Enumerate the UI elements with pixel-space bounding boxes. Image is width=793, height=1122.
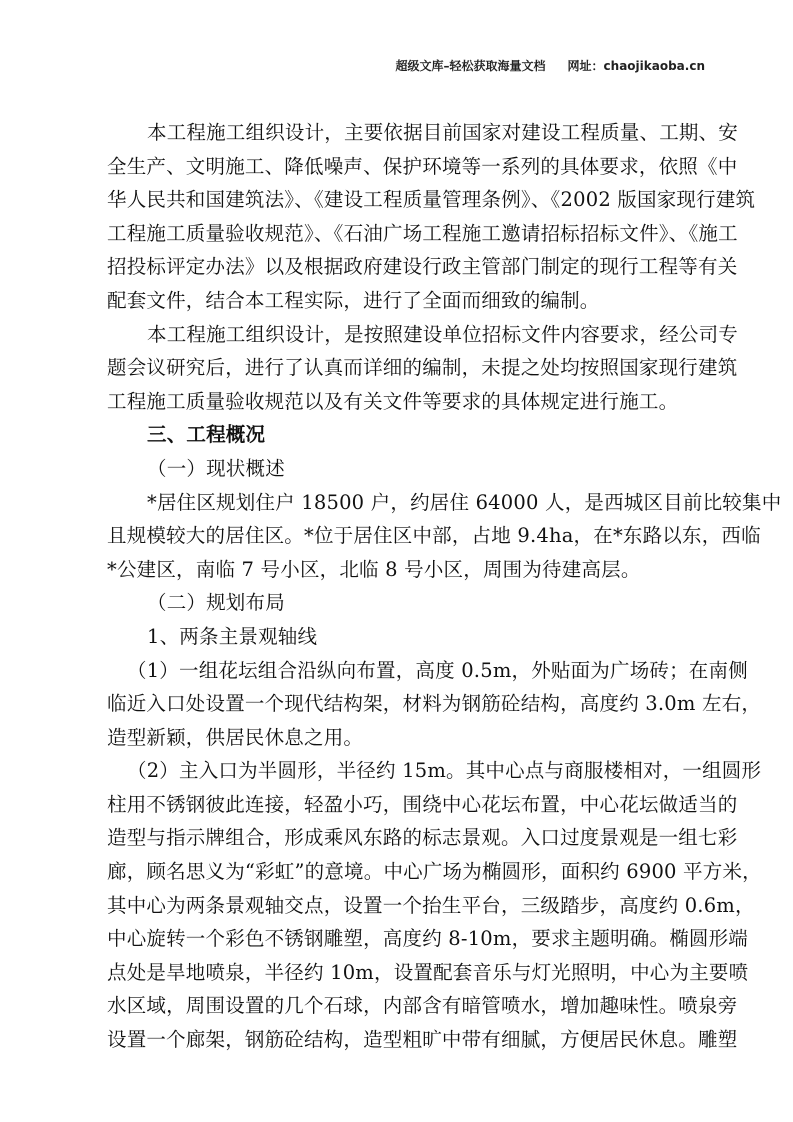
text-line: *公建区，南临 7 号小区，北临 8 号小区，周围为待建高层。: [107, 557, 641, 581]
text-line: 水区域，周围设置的几个石球，内部含有暗管喷水，增加趣味性。喷泉旁: [107, 994, 738, 1018]
item-heading: 1、两条主景观轴线: [147, 624, 318, 648]
section-heading: 三、工程概况: [147, 423, 266, 447]
text-line: 配套文件，结合本工程实际，进行了全面而细致的编制。: [107, 288, 600, 312]
paragraph-2: [107, 318, 739, 419]
text-line: 造型与指示牌组合，形成乘风东路的标志景观。入口过度景观是一组七彩: [107, 826, 738, 850]
text-line: 设置一个廊架，钢筋砼结构，造型粗旷中带有细腻，方便居民休息。雕塑: [107, 1028, 738, 1052]
paragraph-1: [107, 116, 756, 318]
document-body: [107, 116, 782, 1057]
paragraph-3: [107, 486, 782, 587]
text-line: 点处是旱地喷泉，半径约 10m，设置配套音乐与灯光照明，中心为主要喷: [107, 960, 749, 984]
text-line: 工程施工质量验收规范》、《石油广场工程施工邀请招标招标文件》、《施工: [107, 221, 738, 245]
text-line: （1）一组花坛组合沿纵向布置，高度 0.5m，外贴面为广场砖；在南侧: [127, 658, 748, 682]
text-line: 廊，顾名思义为“彩虹”的意境。中心广场为椭圆形，面积约 6900 平方米，: [107, 860, 762, 884]
paragraph-4: [107, 654, 762, 755]
text-line: 柱用不锈钢彼此连接，轻盈小巧，围绕中心花坛布置，中心花坛做适当的: [107, 792, 738, 816]
paragraph-5: [107, 754, 762, 1056]
page-header: [396, 57, 705, 74]
text-line: （2）主入口为半圆形，半径约 15m。其中心点与商服楼相对，一组圆形: [127, 759, 762, 783]
text-line: 题会议研究后，进行了认真而详细的编制，未提之处均按照国家现行建筑: [107, 356, 738, 380]
text-line: 本工程施工组织设计，是按照建设单位招标文件内容要求，经公司专: [147, 322, 739, 346]
text-line: 招投标评定办法》以及根据政府建设行政主管部门制定的现行工程等有关: [107, 255, 738, 279]
text-line: 临近入口处设置一个现代结构架，材料为钢筋砼结构，高度约 3.0m 左右，: [107, 692, 762, 716]
subsection-heading: （二）规划布局: [147, 591, 285, 615]
text-line: *居住区规划住户 18500 户，约居住 64000 人，是西城区目前比较集中: [147, 490, 782, 514]
text-line: 本工程施工组织设计，主要依据目前国家对建设工程质量、工期、安: [147, 121, 739, 144]
subsection-heading: （一）现状概述: [147, 456, 285, 480]
text-line: 且规模较大的居住区。*位于居住区中部，占地 9.4ha，在*东路以东，西临: [107, 524, 761, 548]
text-line: 中心旋转一个彩色不锈钢雕塑，高度约 8-10m，要求主题明确。椭圆形端: [107, 927, 748, 951]
text-line: 造型新颖，供居民休息之用。: [107, 725, 364, 749]
text-line: 工程施工质量验收规范以及有关文件等要求的具体规定进行施工。: [107, 389, 679, 413]
text-line: 其中心为两条景观轴交点，设置一个抬生平台，三级踏步，高度约 0.6m，: [107, 893, 755, 917]
text-line: 华人民共和国建筑法》、《建设工程质量管理条例》、《2002 版国家现行建筑: [107, 188, 756, 212]
site-name: 超级文库–轻松获取海量文档: [395, 59, 546, 73]
site-url: 网址：chaojikaoba.cn: [567, 59, 705, 73]
text-line: 全生产、文明施工、降低噪声、保护环境等一系列的具体要求，依照《中: [107, 154, 738, 178]
